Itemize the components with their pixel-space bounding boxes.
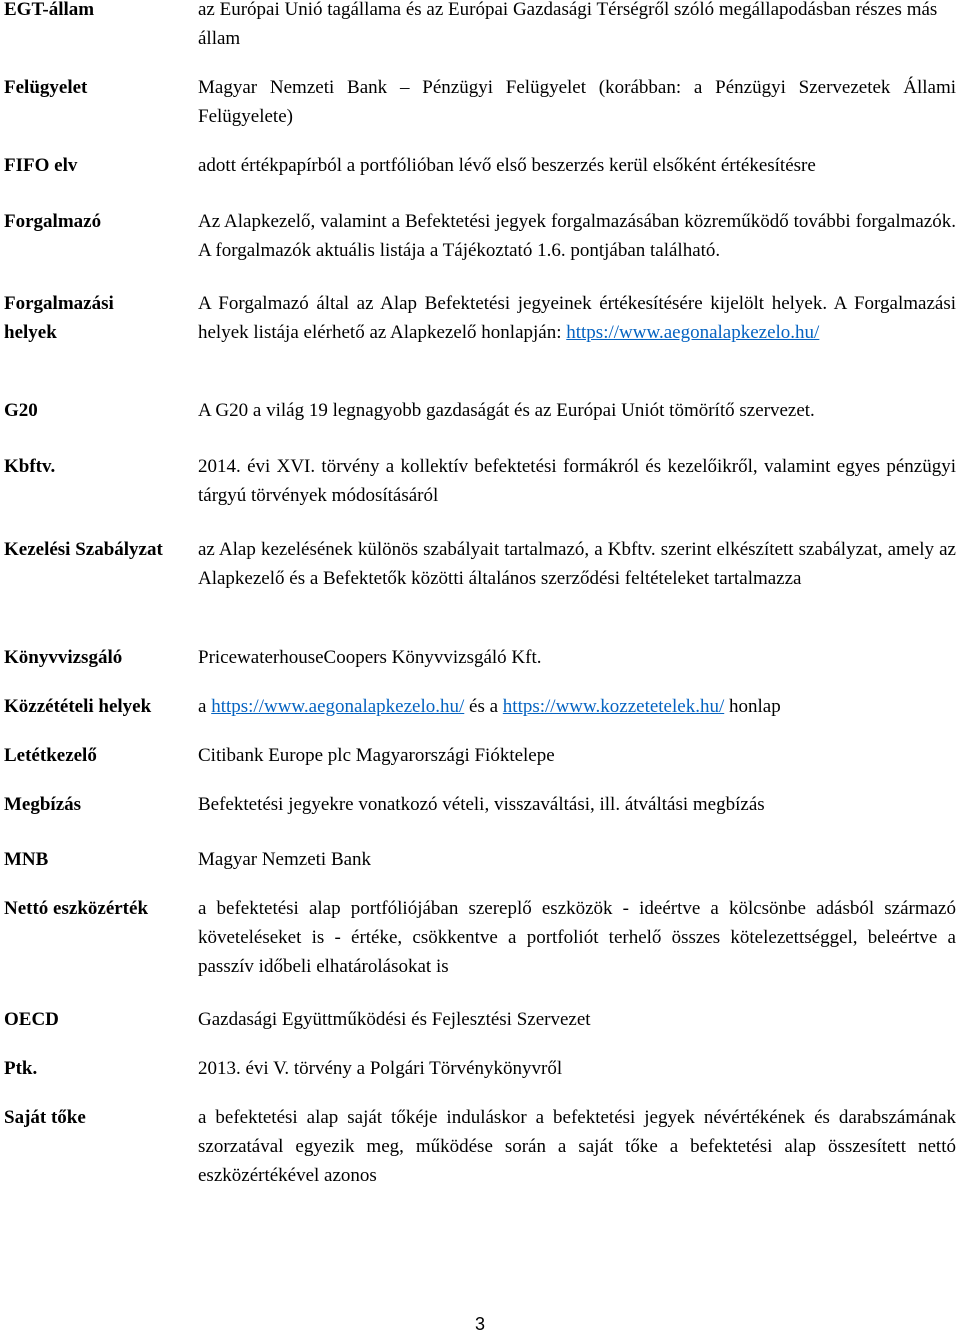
kozzetetelek-website-link[interactable]: https://www.kozzetetelek.hu/ xyxy=(502,696,725,717)
term: MNB xyxy=(4,849,49,870)
definition: Gazdasági Együttműködési és Fejlesztési Szervezet xyxy=(198,1009,591,1030)
definition xyxy=(198,289,956,347)
definition: az Alap kezelésének különös szabályait tartalmazó, a Kbftv. szerint elkészített szabályzat, amely az Alapkezelő és a Befektetők közötti általános szerződési feltételeket tartalmazza xyxy=(198,539,956,589)
definition: az Európai Unió tagállama és az Európai Gazdasági Térségről szóló megállapodásban részes más állam xyxy=(198,0,938,49)
definition: 2013. évi V. törvény a Polgári Törvénykönyvről xyxy=(198,1058,563,1079)
page-number: 3 xyxy=(474,1314,485,1334)
term: G20 xyxy=(4,400,38,421)
definition: Az Alapkezelő, valamint a Befektetési jegyek forgalmazásában közreműködő további forgalmazók. A forgalmazók aktuális listája a Tájékoztató 1.6. pontjában található. xyxy=(198,211,956,261)
term: Kezelési Szabályzat xyxy=(4,539,163,560)
definition: a befektetési alap portfóliójában szereplő eszközök - ideértve a kölcsönbe adásból származó követeléseket is - értéke, csökkentve a portfoliót terhelő összes kötelezettséggel, beleértve a passzív időbeli elhatárolásokat is xyxy=(198,898,956,977)
definition: Befektetési jegyekre vonatkozó vételi, visszaváltási, ill. átváltási megbízás xyxy=(198,794,765,815)
term: EGT-állam xyxy=(4,0,95,20)
term: Nettó eszközérték xyxy=(4,898,149,919)
aegon-website-link[interactable]: https://www.aegonalapkezelo.hu/ xyxy=(211,696,465,717)
definition-text: A Forgalmazó által az Alap Befektetési jegyeinek értékesítésére kijelölt helyek. A Forgalmazási helyek listája elérhető az Alapkezelő honlapján: xyxy=(198,293,956,343)
definition-conjunction: és a xyxy=(464,696,503,717)
definition: a befektetési alap saját tőkéje induláskor a befektetési jegyek névértékének és darabszámának szorzatával egyezik meg, működése során a saját tőke a befektetési alap összesített nettó eszközértékével azonos xyxy=(198,1107,956,1186)
term: Ptk. xyxy=(4,1058,38,1079)
term: FIFO elv xyxy=(4,155,78,176)
definition-suffix: honlap xyxy=(724,696,781,717)
term: Kbftv. xyxy=(4,456,56,477)
aegon-website-link[interactable]: https://www.aegonalapkezelo.hu/ xyxy=(566,322,820,343)
definition: PricewaterhouseCoopers Könyvvizsgáló Kft. xyxy=(198,647,542,668)
term: Letétkezelő xyxy=(4,745,97,766)
definition: A G20 a világ 19 legnagyobb gazdaságát és az Európai Uniót tömörítő szervezet. xyxy=(198,400,815,421)
definition: Magyar Nemzeti Bank – Pénzügyi Felügyelet (korábban: a Pénzügyi Szervezetek Állami Felügyelete) xyxy=(198,77,956,127)
term: Forgalmazó xyxy=(4,211,102,232)
definition xyxy=(198,692,956,721)
definition: Magyar Nemzeti Bank xyxy=(198,849,372,870)
term: Felügyelet xyxy=(4,77,88,98)
definition: adott értékpapírból a portfólióban lévő első beszerzés kerül elsőként értékesítésre xyxy=(198,155,816,176)
term: Közzétételi helyek xyxy=(4,696,152,717)
definition: 2014. évi XVI. törvény a kollektív befektetési formákról és kezelőikről, valamint egyes pénzügyi tárgyú törvények módosításáról xyxy=(198,456,956,506)
term: Megbízás xyxy=(4,794,82,815)
definition: Citibank Europe plc Magyarországi Fióktelepe xyxy=(198,745,555,766)
term: Saját tőke xyxy=(4,1107,86,1128)
definition-prefix: a xyxy=(198,696,212,717)
term: Könyvvizsgáló xyxy=(4,647,123,668)
term: Forgalmazási helyek xyxy=(4,293,114,343)
term: OECD xyxy=(4,1009,59,1030)
